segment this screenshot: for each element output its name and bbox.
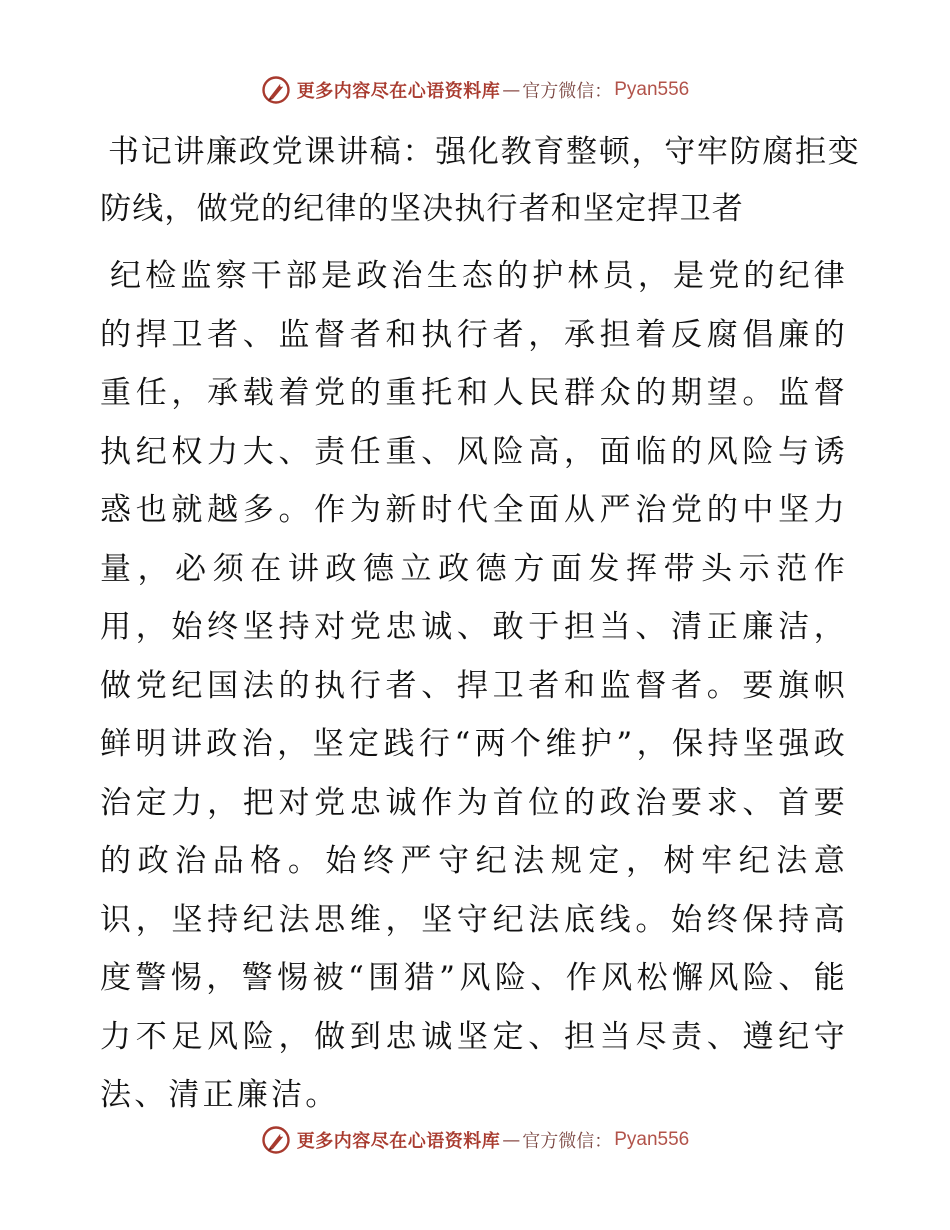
wechat-id: Pyan556 [614, 79, 690, 100]
body-paragraph: 纪检监察干部是政治生态的护林员，是党的纪律的捍卫者、监督者和执行者，承担着反腐倡廉的重任，承载着党的重托和人民群众的期望。监督执纪权力大、责任重、风险高，面临的风险与诱惑也就越多。作为新时代全面从严治党的中坚力量，必须在讲政德立政德方面发挥带头示范作用，始终坚持对党忠诚、敢于担当、清正廉洁，做党纪国法的执行者、捍卫者和监督者。要旗帜鲜明讲政治，坚定践行“两个维护”，保持坚强政治定力，把对党忠诚作为首位的政治要求、首要的政治品格。始终严守纪法规定，树牢纪法意识，坚持纪法思维，坚守纪法底线。始终保持高度警惕，警惕被“围猎”风险、作风松懈风险、能力不足风险，做到忠诚坚定、担当尽责、遵纪守法、清正廉洁。 [100, 258, 848, 1113]
wechat-id: Pyan556 [614, 1129, 690, 1150]
header-promo-banner [0, 70, 950, 110]
pen-nib-logo-icon [261, 75, 291, 105]
promo-text: 更多内容尽在心语资料库 [296, 81, 501, 102]
promo-dash: — [502, 1129, 521, 1151]
document-title: 书记讲廉政党课讲稿：强化教育整顿，守牢防腐拒变防线，做党的纪律的坚决执行者和坚定捍卫者 [100, 134, 860, 227]
footer-promo-banner [0, 1120, 950, 1160]
wechat-label: 官方微信： [522, 1131, 613, 1152]
promo-text: 更多内容尽在心语资料库 [296, 1131, 501, 1152]
wechat-label: 官方微信： [522, 81, 613, 102]
promo-dash: — [502, 79, 521, 101]
pen-nib-logo-icon [261, 1125, 291, 1155]
